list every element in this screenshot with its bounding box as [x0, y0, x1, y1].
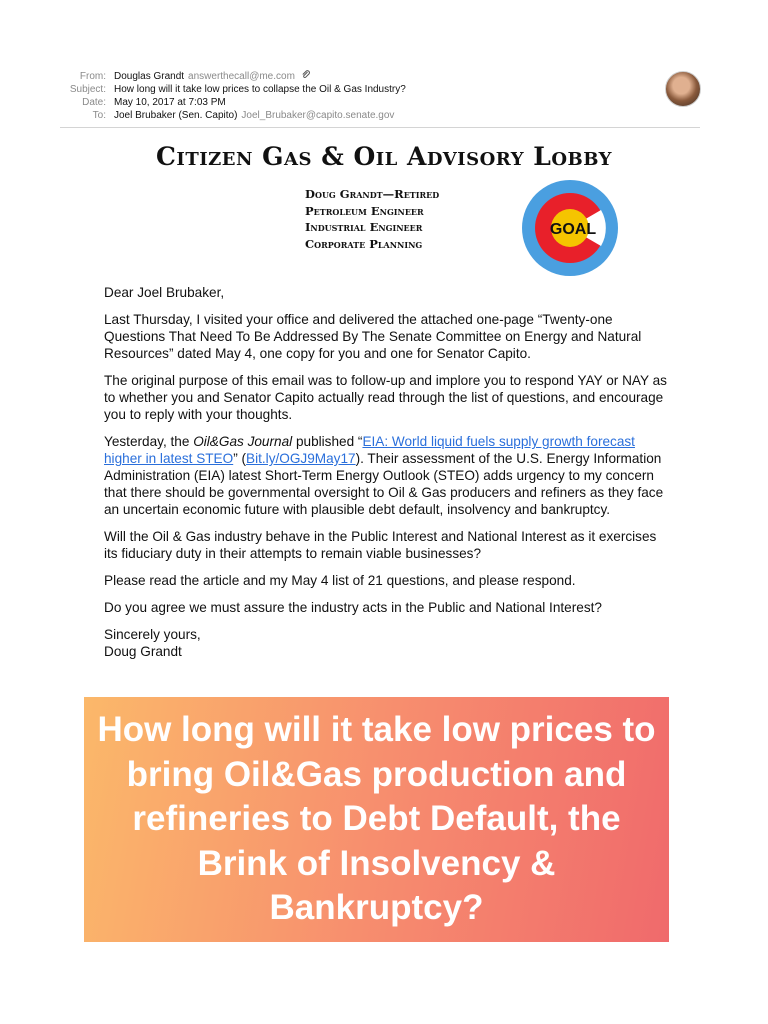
journal-name: Oil&Gas Journal — [193, 434, 293, 449]
letterhead-roles — [305, 186, 439, 252]
paragraph-5: Please read the article and my May 4 list of 21 questions, and please respond. — [104, 573, 576, 588]
closing: Sincerely yours, — [104, 627, 201, 642]
paragraph-1: Last Thursday, I visited your office and delivered the attached one-page “Twenty-one Questions That Need To Be Addressed By The Senate Committee on Energy and Natural Resources” dated May 4, one copy for you and one for Senator Capito. — [104, 312, 642, 361]
date-label: Date: — [82, 97, 106, 108]
letter-body — [104, 284, 672, 660]
from-row — [60, 70, 700, 83]
letterhead-title: Citizen Gas & Oil Advisory Lobby — [156, 142, 612, 171]
short-link[interactable]: Bit.ly/OGJ9May17 — [246, 451, 356, 466]
paperclip-icon[interactable] — [301, 70, 311, 80]
from-label: From: — [79, 71, 106, 82]
role-line: Corporate Planning — [305, 236, 423, 251]
email-header — [60, 70, 700, 122]
paragraph-4: Will the Oil & Gas industry behave in the Public Interest and National Interest as it exercises its fiduciary duty in their attempts to remain viable businesses? — [104, 529, 657, 561]
to-email[interactable]: Joel_Brubaker@capito.senate.gov — [241, 110, 395, 121]
logo-text: GOAL — [549, 221, 597, 238]
from-email[interactable]: answerthecall@me.com — [188, 71, 295, 82]
header-divider — [60, 127, 700, 128]
paragraph-6: Do you agree we must assure the industry acts in the Public and National Interest? — [104, 600, 602, 615]
to-row — [60, 109, 700, 122]
to-name[interactable]: Joel Brubaker (Sen. Capito) — [114, 110, 238, 121]
salutation: Dear Joel Brubaker, — [104, 285, 225, 300]
subject-label: Subject: — [69, 84, 106, 95]
p3-published: published “ — [292, 434, 363, 449]
role-line: Doug Grandt—Retired — [305, 187, 440, 201]
article-link[interactable]: EIA: World liquid fuels supply growth forecast higher in latest STEO — [104, 434, 635, 466]
p3-pre: Yesterday, the — [104, 434, 194, 449]
paragraph-3 — [104, 433, 672, 518]
question-banner — [84, 697, 669, 942]
to-label: To: — [92, 110, 106, 121]
subject-row — [60, 83, 700, 96]
from-name[interactable]: Douglas Grandt — [114, 71, 185, 82]
avatar[interactable] — [665, 71, 701, 107]
goal-logo — [522, 180, 618, 276]
signature: Doug Grandt — [104, 644, 182, 659]
paragraph-2: The original purpose of this email was to follow-up and implore you to respond YAY or NAY as to whether you and Senator Capito actually read through the list of questions, and encourage you to reply with your thoughts. — [104, 373, 667, 422]
date-row — [60, 96, 700, 109]
p3-mid: ” ( — [233, 451, 247, 466]
role-line: Petroleum Engineer — [305, 203, 424, 218]
subject-text: How long will it take low prices to collapse the Oil & Gas Industry? — [114, 84, 406, 95]
p3-post: ). Their assessment of the U.S. Energy Information Administration (EIA) latest Short-Term Energy Outlook (STEO) adds urgency to my concern that there should be governmental oversight to Oil & Gas producers and refiners as they face an uncertain economic future with plausible debt default, insolvency and bankruptcy. — [104, 451, 664, 517]
role-line: Industrial Engineer — [305, 220, 423, 234]
date-text: May 10, 2017 at 7:03 PM — [114, 97, 226, 108]
banner-text: How long will it take low prices to bring Oil&Gas production and refineries to Debt Default, the Brink of Insolvency & Bankruptcy? — [97, 710, 656, 928]
